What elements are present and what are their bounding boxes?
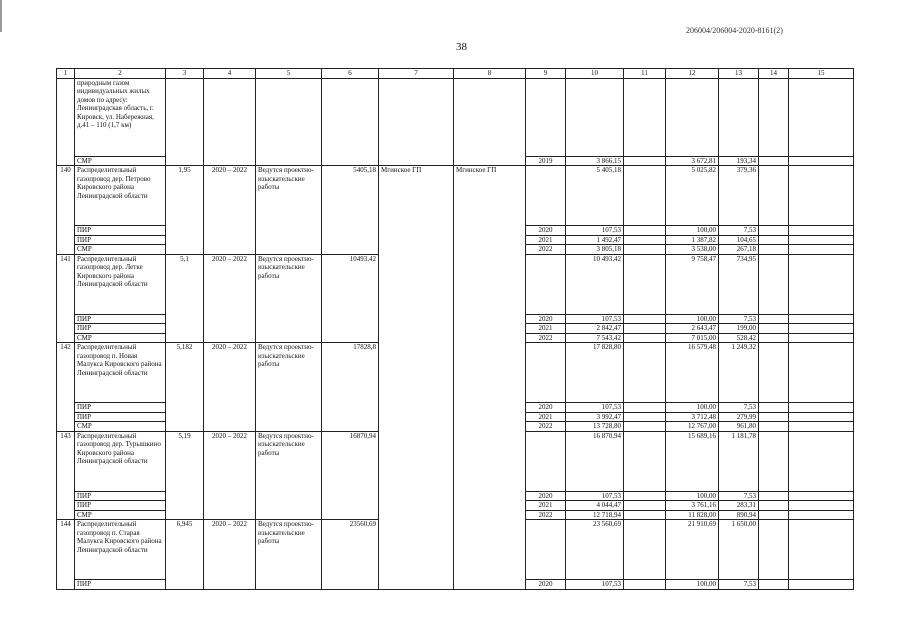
amount-regional: 12 767,00 [666,422,719,432]
amount-col-15 [789,501,854,511]
page-number: 38 [456,41,467,53]
amount-regional: 3 761,16 [666,501,719,511]
status: Ведутся проектно-изыскательские работы [256,166,322,255]
amount-regional: 100,00 [666,403,719,413]
empty-cell [566,78,624,156]
sub-item-name: ПИР [75,501,166,511]
amount-total: 3 992,47 [566,412,624,422]
amount-col-14 [759,343,789,403]
amount-col-11 [624,343,666,403]
sub-item-name: СМР [75,333,166,343]
document-id: 206004/206004-2020-8161(2) [686,26,783,35]
empty-cell [204,78,256,166]
amount-col-11 [624,580,666,590]
amount-regional: 100,00 [666,226,719,236]
amount-col-14 [759,235,789,245]
object-description: Распределительный газопровод п. Старая Малукса Кировского района Ленинградской области [75,520,166,580]
column-header: 9 [526,69,566,79]
sub-item-name: СМР [75,422,166,432]
amount-col-15 [789,314,854,324]
status: Ведутся проектно-изыскательские работы [256,520,322,590]
year-cell: 2020 [526,226,566,236]
amount-col-11 [624,156,666,166]
column-header: 3 [166,69,204,79]
length-km: 6,945 [166,520,204,590]
amount-col-14 [759,501,789,511]
year-cell: 2021 [526,412,566,422]
cost: 16870,94 [322,431,379,520]
amount-col-15 [789,324,854,334]
amount-regional: 3 672,81 [666,156,719,166]
sub-item-name: ПИР [75,324,166,334]
amount-col-14 [759,403,789,413]
amount-col-15 [789,412,854,422]
column-header: 5 [256,69,322,79]
amount-col-14 [759,245,789,255]
amount-local: 7,53 [719,580,759,590]
row-number: 142 [57,343,75,432]
amount-col-15 [789,245,854,255]
empty-cell [379,78,454,166]
amount-local: 528,42 [719,333,759,343]
amount-col-14 [759,520,789,580]
amount-total: 4 044,47 [566,501,624,511]
sub-item-name: ПИР [75,403,166,413]
amount-col-11 [624,333,666,343]
amount-col-11 [624,422,666,432]
sub-item-name: ПИР [75,412,166,422]
amount-col-11 [624,491,666,501]
amount-local: 1 249,32 [719,343,759,403]
empty-cell [719,78,759,156]
status: Ведутся проектно-изыскательские работы [256,343,322,432]
sub-item-name: ПИР [75,491,166,501]
empty-cell [666,78,719,156]
amount-regional: 5 025,82 [666,166,719,226]
amount-col-15 [789,580,854,590]
amount-col-11 [624,226,666,236]
amount-regional: 16 579,48 [666,343,719,403]
amount-local: 7,53 [719,314,759,324]
object-description: Распределительный газопровод дер. Петрово Кировского района Ленинградской области [75,166,166,226]
column-header: 8 [454,69,526,79]
amount-total: 107,53 [566,580,624,590]
amount-regional: 9 758,47 [666,254,719,314]
object-row [57,166,854,226]
sub-item-name: ПИР [75,235,166,245]
year-cell: 2022 [526,422,566,432]
amount-local: 193,34 [719,156,759,166]
length-km: 5,1 [166,254,204,343]
empty-cell [256,78,322,166]
amount-total: 17 828,80 [566,343,624,403]
column-number-row [57,69,854,79]
amount-regional: 100,00 [666,580,719,590]
row-number: 140 [57,166,75,255]
sub-item-name: ПИР [75,226,166,236]
amount-local: 7,53 [719,491,759,501]
recipient-cell: Мгинское ГП [454,166,526,590]
amount-total: 2 842,47 [566,324,624,334]
amount-total: 3 866,15 [566,156,624,166]
sub-item-name: ПИР [75,314,166,324]
amount-total: 23 560,69 [566,520,624,580]
amount-col-15 [789,254,854,314]
year-cell: 2021 [526,501,566,511]
amount-regional: 2 643,47 [666,324,719,334]
amount-local: 7,53 [719,403,759,413]
amount-col-11 [624,403,666,413]
amount-total: 107,53 [566,491,624,501]
object-description: природным газом индивидуальных жилых домов по адресу: Ленинградская область, г. Кировск, ул. Набережная, д.41 – 110 (1,7 км) [75,78,166,156]
year-cell [526,431,566,491]
amount-regional: 3 538,00 [666,245,719,255]
amount-col-15 [789,491,854,501]
amount-total: 10 493,42 [566,254,624,314]
amount-col-15 [789,156,854,166]
object-description: Распределительный газопровод п. Новая Малукса Кировского района Ленинградской области [75,343,166,403]
year-cell: 2020 [526,314,566,324]
period: 2020 – 2022 [204,166,256,255]
sub-item-name: ПИР [75,580,166,590]
amount-col-11 [624,166,666,226]
length-km: 1,95 [166,166,204,255]
amount-col-15 [789,431,854,491]
amount-col-15 [789,510,854,520]
row-number: 143 [57,431,75,520]
year-cell [526,520,566,580]
column-header: 10 [566,69,624,79]
amount-local: 7,53 [719,226,759,236]
amount-total: 1 492,47 [566,235,624,245]
amount-col-14 [759,156,789,166]
amount-local: 961,80 [719,422,759,432]
executor-cell: Мгинское ГП [379,166,454,590]
column-header: 15 [789,69,854,79]
period: 2020 – 2022 [204,520,256,590]
amount-col-11 [624,235,666,245]
amount-col-14 [759,491,789,501]
year-cell [526,343,566,403]
amount-col-15 [789,403,854,413]
year-cell [526,166,566,226]
year-cell: 2022 [526,245,566,255]
column-header: 6 [322,69,379,79]
amount-col-15 [789,520,854,580]
amount-regional: 21 910,69 [666,520,719,580]
object-description: Распределительный газопровод дер. Турышкино Кировского района Ленинградской области [75,431,166,491]
amount-regional: 100,00 [666,491,719,501]
amount-col-11 [624,324,666,334]
amount-col-11 [624,520,666,580]
amount-col-11 [624,501,666,511]
amount-col-15 [789,226,854,236]
empty-cell [624,78,666,156]
amount-col-14 [759,254,789,314]
column-header: 11 [624,69,666,79]
year-cell: 2020 [526,403,566,413]
amount-col-11 [624,245,666,255]
amount-regional: 15 689,16 [666,431,719,491]
amount-local: 267,18 [719,245,759,255]
period: 2020 – 2022 [204,431,256,520]
status: Ведутся проектно-изыскательские работы [256,254,322,343]
amount-col-14 [759,412,789,422]
year-cell: 2022 [526,333,566,343]
year-cell: 2021 [526,324,566,334]
continued-row [57,78,854,156]
period: 2020 – 2022 [204,343,256,432]
cost: 5405,18 [322,166,379,255]
amount-local: 1 181,78 [719,431,759,491]
year-cell: 2020 [526,580,566,590]
amount-local: 1 650,00 [719,520,759,580]
amount-col-14 [759,431,789,491]
amount-col-15 [789,235,854,245]
amount-local: 199,00 [719,324,759,334]
amount-col-14 [759,580,789,590]
sub-item-name: СМР [75,156,166,166]
amount-total: 16 870,94 [566,431,624,491]
amount-col-15 [789,343,854,403]
cost: 17828,8 [322,343,379,432]
amount-total: 13 728,80 [566,422,624,432]
amount-col-15 [789,166,854,226]
scan-edge-mark [0,0,2,32]
amount-col-11 [624,412,666,422]
empty-cell [454,78,526,166]
amount-col-15 [789,333,854,343]
amount-local: 104,65 [719,235,759,245]
empty-cell [166,78,204,166]
amount-col-14 [759,333,789,343]
amount-col-11 [624,510,666,520]
amount-total: 3 805,18 [566,245,624,255]
period: 2020 – 2022 [204,254,256,343]
amount-regional: 1 387,82 [666,235,719,245]
amount-col-15 [789,422,854,432]
amount-regional: 7 015,00 [666,333,719,343]
amount-local: 379,36 [719,166,759,226]
year-cell: 2022 [526,510,566,520]
cost: 10493,42 [322,254,379,343]
register-table [56,68,854,590]
amount-total: 107,53 [566,226,624,236]
column-header: 1 [57,69,75,79]
amount-col-11 [624,431,666,491]
amount-total: 107,53 [566,403,624,413]
amount-local: 279,99 [719,412,759,422]
cost: 23560,69 [322,520,379,590]
sub-item-name: СМР [75,510,166,520]
empty-cell [789,78,854,156]
column-header: 13 [719,69,759,79]
year-cell [526,254,566,314]
row-number: 141 [57,254,75,343]
column-header: 14 [759,69,789,79]
sub-item-name: СМР [75,245,166,255]
empty-cell [759,78,789,156]
empty-cell [526,78,566,156]
amount-local: 283,31 [719,501,759,511]
year-cell: 2020 [526,491,566,501]
length-km: 5,182 [166,343,204,432]
amount-col-14 [759,226,789,236]
column-header: 2 [75,69,166,79]
amount-col-11 [624,314,666,324]
amount-total: 107,53 [566,314,624,324]
column-header: 7 [379,69,454,79]
amount-col-14 [759,510,789,520]
empty-cell [322,78,379,166]
amount-total: 7 543,42 [566,333,624,343]
register-table-body [57,69,854,590]
amount-col-14 [759,324,789,334]
amount-total: 5 405,18 [566,166,624,226]
amount-local: 890,94 [719,510,759,520]
amount-col-14 [759,422,789,432]
row-number: 144 [57,520,75,590]
row-number-cell [57,78,75,166]
amount-local: 734,95 [719,254,759,314]
length-km: 5,19 [166,431,204,520]
amount-regional: 11 828,00 [666,510,719,520]
column-header: 12 [666,69,719,79]
status: Ведутся проектно-изыскательские работы [256,431,322,520]
amount-regional: 3 712,48 [666,412,719,422]
amount-col-14 [759,314,789,324]
object-description: Распределительный газопровод дер. Летке Кировского района Ленинградской области [75,254,166,314]
column-header: 4 [204,69,256,79]
year-cell: 2021 [526,235,566,245]
amount-total: 12 718,94 [566,510,624,520]
amount-col-11 [624,254,666,314]
year-cell: 2019 [526,156,566,166]
amount-col-14 [759,166,789,226]
amount-regional: 100,00 [666,314,719,324]
